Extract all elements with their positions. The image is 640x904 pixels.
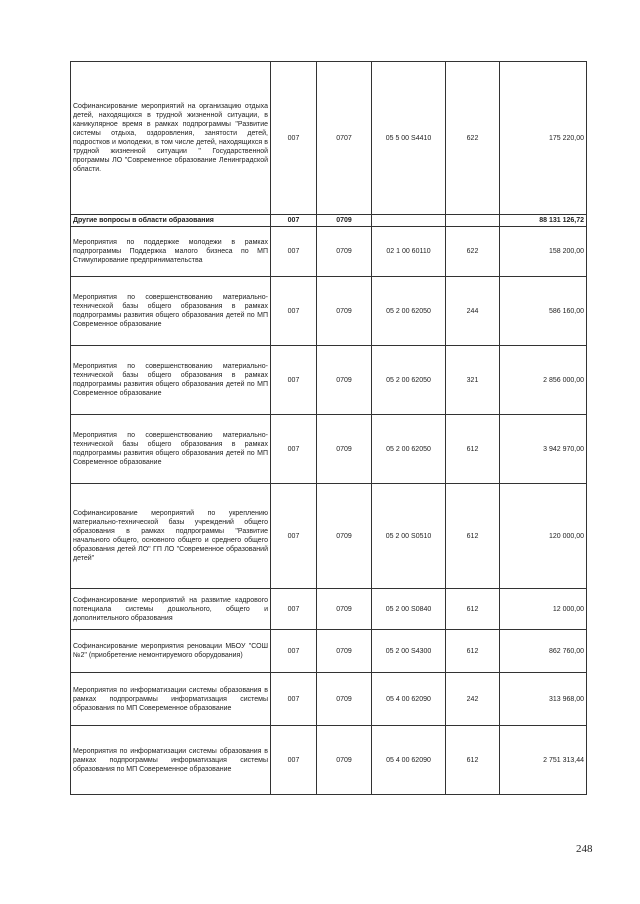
row-amount: 158 200,00 xyxy=(500,227,587,277)
row-amount: 12 000,00 xyxy=(500,589,587,630)
row-amount: 2 856 000,00 xyxy=(500,346,587,415)
row-target-article: 05 2 00 62050 xyxy=(372,346,446,415)
row-target-article: 05 4 00 62090 xyxy=(372,673,446,726)
row-expense-type xyxy=(446,215,500,227)
row-name: Мероприятия по информатизации системы образования в рамках подпрограммы информатизация системы образования по МП Совеременное образование xyxy=(71,726,271,795)
table-row xyxy=(71,62,587,215)
row-section: 0707 xyxy=(317,62,372,215)
row-amount: 175 220,00 xyxy=(500,62,587,215)
table-row xyxy=(71,630,587,673)
row-name: Мероприятия по совершенствованию материально-технической базы общего образования в рамках подпрограммы развития общего образования детей по МП Современное образование xyxy=(71,415,271,484)
row-section: 0709 xyxy=(317,673,372,726)
row-name: Софинансирование мероприятий на развитие кадрового потенциала системы дошкольного, общего и дополнительного образования xyxy=(71,589,271,630)
row-section: 0709 xyxy=(317,415,372,484)
row-section: 0709 xyxy=(317,215,372,227)
row-code: 007 xyxy=(271,215,317,227)
row-amount: 120 000,00 xyxy=(500,484,587,589)
row-target-article: 05 2 00 S0510 xyxy=(372,484,446,589)
row-amount: 2 751 313,44 xyxy=(500,726,587,795)
row-amount: 88 131 126,72 xyxy=(500,215,587,227)
page-number: 248 xyxy=(576,843,593,855)
row-amount: 313 968,00 xyxy=(500,673,587,726)
row-code: 007 xyxy=(271,673,317,726)
table-row xyxy=(71,484,587,589)
row-target-article: 05 2 00 S0840 xyxy=(372,589,446,630)
row-target-article: 05 2 00 62050 xyxy=(372,415,446,484)
row-code: 007 xyxy=(271,726,317,795)
row-target-article xyxy=(372,215,446,227)
table-row xyxy=(71,277,587,346)
row-expense-type: 321 xyxy=(446,346,500,415)
row-name: Мероприятия по совершенствованию материально-технической базы общего образования в рамках подпрограммы развития общего образования детей по МП Современное образование xyxy=(71,346,271,415)
row-expense-type: 612 xyxy=(446,484,500,589)
row-code: 007 xyxy=(271,62,317,215)
row-section: 0709 xyxy=(317,277,372,346)
budget-table xyxy=(70,61,587,795)
table-row xyxy=(71,673,587,726)
row-name: Мероприятия по информатизации системы образования в рамках подпрограммы информатизация системы образования по МП Совеременное образование xyxy=(71,673,271,726)
row-section: 0709 xyxy=(317,589,372,630)
row-target-article: 05 2 00 62050 xyxy=(372,277,446,346)
row-expense-type: 612 xyxy=(446,589,500,630)
row-target-article: 05 4 00 62090 xyxy=(372,726,446,795)
table-row xyxy=(71,726,587,795)
row-name: Мероприятия по поддержке молодежи в рамках подпрограммы Поддержка малого бизнеса по МП Стимулирование предпринимательства xyxy=(71,227,271,277)
row-target-article: 02 1 00 60110 xyxy=(372,227,446,277)
row-code: 007 xyxy=(271,415,317,484)
row-amount: 3 942 970,00 xyxy=(500,415,587,484)
row-expense-type: 244 xyxy=(446,277,500,346)
row-name: Другие вопросы в области образования xyxy=(71,215,271,227)
row-name: Софинансирование мероприятий на организацию отдыха детей, находящихся в трудной жизненной ситуации, в каникулярное время в рамках подпрограммы "Развитие системы отдыха, оздоровления, занятости детей, подростков и молодежи, в том числе детей, находящихся в трудной жизненной ситуации " Государственной программы ЛО "Современное образование Ленинградской области. xyxy=(71,62,271,215)
budget-table-body xyxy=(71,62,587,795)
row-target-article: 05 5 00 S4410 xyxy=(372,62,446,215)
section-subtotal-row xyxy=(71,215,587,227)
row-amount: 586 160,00 xyxy=(500,277,587,346)
row-name: Софинансирование мероприятия реновации МБОУ "СОШ №2" (приобретение немонтируемого оборудования) xyxy=(71,630,271,673)
row-section: 0709 xyxy=(317,630,372,673)
table-row xyxy=(71,415,587,484)
row-code: 007 xyxy=(271,227,317,277)
row-code: 007 xyxy=(271,589,317,630)
row-name: Софинансирование мероприятий по укреплению материально-технической базы учреждений общего образования в рамках подпрограммы "Развитие начального общего, основного общего и среднего общего образования детей ЛО" ГП ЛО "Современное образований детей" xyxy=(71,484,271,589)
row-section: 0709 xyxy=(317,726,372,795)
row-expense-type: 612 xyxy=(446,415,500,484)
row-code: 007 xyxy=(271,484,317,589)
table-row xyxy=(71,346,587,415)
row-expense-type: 612 xyxy=(446,726,500,795)
row-code: 007 xyxy=(271,277,317,346)
row-code: 007 xyxy=(271,346,317,415)
row-section: 0709 xyxy=(317,227,372,277)
row-code: 007 xyxy=(271,630,317,673)
row-section: 0709 xyxy=(317,484,372,589)
table-row xyxy=(71,227,587,277)
row-expense-type: 622 xyxy=(446,227,500,277)
table-row xyxy=(71,589,587,630)
row-target-article: 05 2 00 S4300 xyxy=(372,630,446,673)
row-expense-type: 612 xyxy=(446,630,500,673)
row-expense-type: 622 xyxy=(446,62,500,215)
row-amount: 862 760,00 xyxy=(500,630,587,673)
row-expense-type: 242 xyxy=(446,673,500,726)
row-section: 0709 xyxy=(317,346,372,415)
row-name: Мероприятия по совершенствованию материально-технической базы общего образования в рамках подпрограммы развития общего образования детей по МП Современное образование xyxy=(71,277,271,346)
